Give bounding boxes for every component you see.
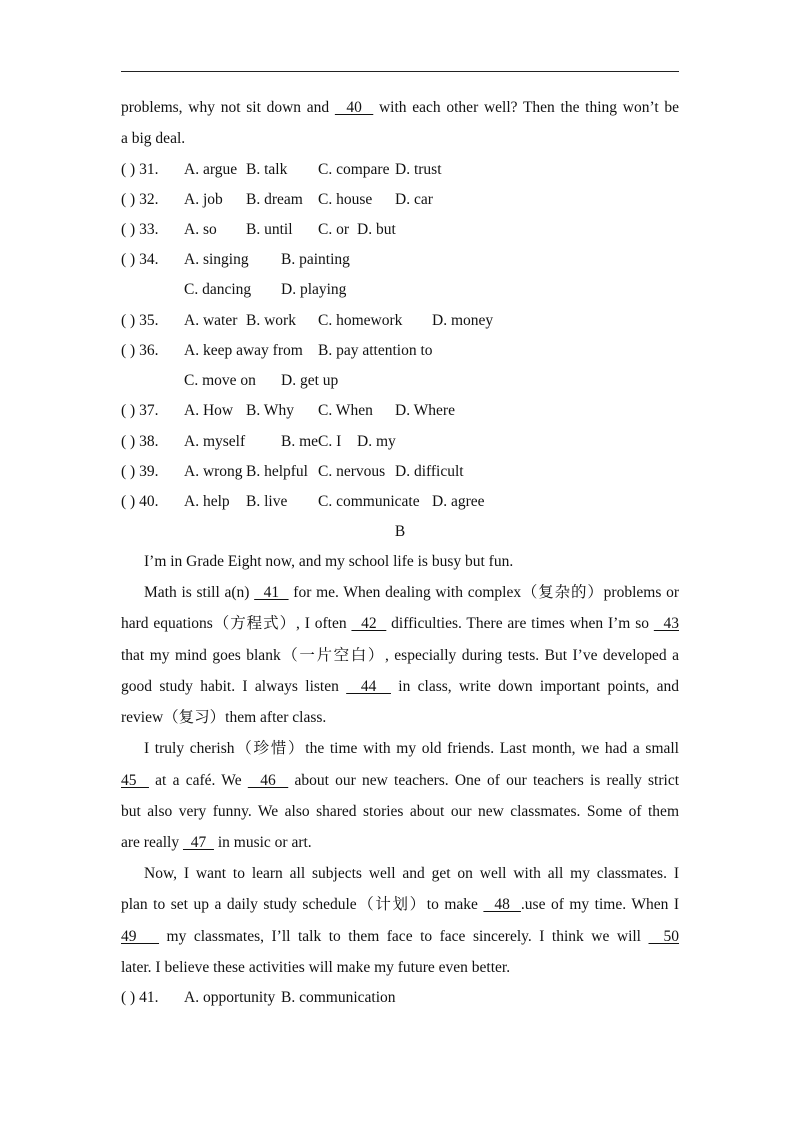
option-c: C. communicate xyxy=(318,493,420,510)
option-a: A. water xyxy=(184,312,238,329)
blank-46: 46 xyxy=(247,772,289,789)
passage-line: plan to set up a daily study schedule（计划）to make 48 .use of my time. When I xyxy=(121,896,679,913)
blank-40: 40 xyxy=(334,99,374,116)
option-b: B. me xyxy=(281,433,319,450)
option-c: C. house xyxy=(318,191,373,208)
passage-line: that my mind goes blank（一片空白）, especially during tests. But I’ve developed a xyxy=(121,647,679,664)
passage-line: I’m in Grade Eight now, and my school life is busy but fun. xyxy=(144,553,514,570)
blank-44: 44 xyxy=(346,678,391,695)
option-b: B. communication xyxy=(281,989,396,1006)
option-a: A. wrong xyxy=(184,463,243,480)
question-number: ( ) 36. xyxy=(121,342,159,359)
blank-47: 47 xyxy=(182,834,214,851)
blank-50: 50 xyxy=(648,928,680,945)
passage-line: but also very funny. We also shared stories about our new classmates. Some of them xyxy=(121,803,679,820)
option-a: A. opportunity xyxy=(184,989,276,1006)
option-d: D. difficult xyxy=(395,463,464,480)
option-d: D. get up xyxy=(281,372,339,389)
option-b: B. until xyxy=(246,221,293,238)
option-d: D. car xyxy=(395,191,433,208)
option-d: D. Where xyxy=(395,402,455,419)
option-a: A. so xyxy=(184,221,217,238)
option-b: B. pay attention to xyxy=(318,342,433,359)
blank-45: 45 xyxy=(121,772,149,789)
option-d: D. but xyxy=(357,221,396,238)
question-number: ( ) 34. xyxy=(121,251,159,268)
blank-43: 43 xyxy=(653,615,679,632)
option-a: A. help xyxy=(184,493,230,510)
option-b: B. Why xyxy=(246,402,294,419)
blank-49: 49 xyxy=(121,928,160,945)
passage-line: review（复习）them after class. xyxy=(121,709,327,726)
option-b: B. helpful xyxy=(246,463,308,480)
question-number: ( ) 35. xyxy=(121,312,159,329)
option-c: C. compare xyxy=(318,161,390,178)
option-c: C. or xyxy=(318,221,349,238)
header-rule xyxy=(121,71,679,72)
section-heading: B xyxy=(394,523,406,540)
option-d: D. trust xyxy=(395,161,442,178)
option-d: D. playing xyxy=(281,281,347,298)
option-c: C. dancing xyxy=(184,281,252,298)
option-a: A. argue xyxy=(184,161,238,178)
option-c: C. homework xyxy=(318,312,403,329)
option-c: C. I xyxy=(318,433,342,450)
option-b: B. talk xyxy=(246,161,288,178)
blank-42: 42 xyxy=(351,615,387,632)
option-a: A. job xyxy=(184,191,223,208)
passage-line: later. I believe these activities will make my future even better. xyxy=(121,959,511,976)
question-number: ( ) 40. xyxy=(121,493,159,510)
option-d: D. agree xyxy=(432,493,485,510)
passage-line: hard equations（方程式）, I often 42 difficulties. There are times when I’m so 43 xyxy=(121,615,679,632)
option-c: C. move on xyxy=(184,372,256,389)
passage-line: problems, why not sit down and 40 with each other well? Then the thing won’t be xyxy=(121,99,680,116)
question-number: ( ) 41. xyxy=(121,989,159,1006)
question-number: ( ) 33. xyxy=(121,221,159,238)
option-a: A. myself xyxy=(184,433,246,450)
option-b: B. painting xyxy=(281,251,350,268)
option-b: B. live xyxy=(246,493,288,510)
blank-48: 48 xyxy=(483,896,521,913)
option-b: B. dream xyxy=(246,191,303,208)
option-b: B. work xyxy=(246,312,296,329)
question-number: ( ) 39. xyxy=(121,463,159,480)
passage-line: 49 my classmates, I’ll talk to them face to face sincerely. I think we will 50 xyxy=(121,928,680,945)
passage-line: a big deal. xyxy=(121,130,186,147)
passage-line: good study habit. I always listen 44 in class, write down important points, and xyxy=(121,678,679,695)
question-number: ( ) 31. xyxy=(121,161,159,178)
passage-line: Now, I want to learn all subjects well and get on well with all my classmates. I xyxy=(144,865,679,882)
question-number: ( ) 37. xyxy=(121,402,159,419)
option-d: D. my xyxy=(357,433,396,450)
option-c: C. nervous xyxy=(318,463,386,480)
option-a: A. keep away from xyxy=(184,342,303,359)
option-a: A. singing xyxy=(184,251,249,268)
passage-line: I truly cherish（珍惜）the time with my old friends. Last month, we had a small xyxy=(144,740,679,757)
option-c: C. When xyxy=(318,402,373,419)
blank-41: 41 xyxy=(254,584,289,601)
passage-line: 45 at a café. We 46 about our new teachers. One of our teachers is really strict xyxy=(121,772,680,789)
question-number: ( ) 32. xyxy=(121,191,159,208)
question-number: ( ) 38. xyxy=(121,433,159,450)
option-a: A. How xyxy=(184,402,234,419)
passage-line: are really 47 in music or art. xyxy=(121,834,312,851)
passage-line: Math is still a(n) 41 for me. When dealing with complex（复杂的）problems or xyxy=(144,584,680,601)
option-d: D. money xyxy=(432,312,494,329)
